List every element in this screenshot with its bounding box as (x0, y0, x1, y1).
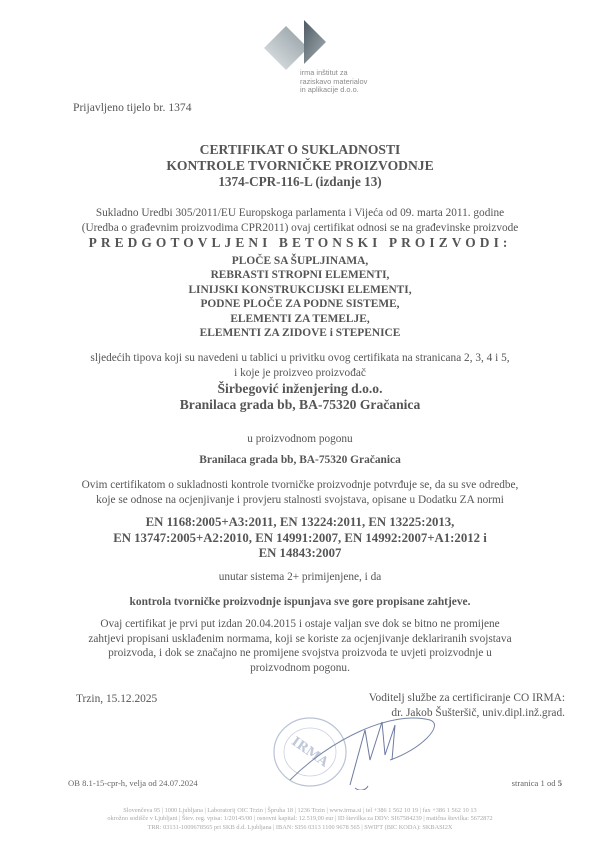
signatory-role: Voditelj službe za certificiranje CO IRMA: (368, 692, 565, 704)
svg-text:IRMA: IRMA (288, 734, 331, 771)
footer-line: TRR: 03131-1009678565 pri SKB d.d. Ljubljana | IBAN: SI56 0313 1100 9678 565 | SWIFT (BIC KODA): SKBASI2X (147, 823, 453, 831)
confirmation-line: koje se odnose na ocjenjivanje i provjeru stalnosti svojstava, opisane u Dodatku ZA normi (96, 493, 504, 506)
manufacturer-address: Branilaca grada bb, BA-75320 Gračanica (179, 396, 421, 412)
validity-line: zahtjevi propisani usklađenim normama, koji se koriste za ocjenjivanje deklariranih svojstava (88, 632, 512, 645)
product-item: PLOČE SA ŠUPLJINAMA, (231, 255, 369, 267)
page-of: od (546, 778, 556, 788)
types-line: i koje je proizveo proizvođač (234, 366, 366, 379)
confirmation-line: Ovim certifikatom o sukladnosti kontrole tvorničke proizvodnje potvrđuje se, da su sve odredbe, (81, 479, 519, 491)
standards-line: EN 1168:2005+A3:2011, EN 13224:2011, EN 13225:2013, (145, 515, 455, 529)
plant-label: u proizvodnom pogonu (247, 433, 353, 445)
manufacturer-name: Širbegović inženjering d.o.o. (217, 381, 383, 396)
product-item: ELEMENTI ZA ZIDOVE i STEPENICE (199, 327, 401, 340)
notified-body-number: Prijavljeno tijelo br. 1374 (73, 101, 192, 114)
product-item: PODNE PLOČE ZA PODNE SISTEME, (200, 298, 400, 311)
validity-line: proizvoda, i dok se značajno ne promijene svojstva proizvoda te uvjeti proizvodnje u (108, 647, 492, 660)
validity-paragraph (0, 617, 600, 675)
standards-line: EN 14843:2007 (258, 546, 342, 561)
standards-list (0, 515, 600, 562)
intro-line: Sukladno Uredbi 305/2011/EU Europskoga parlamenta i Vijeća od 09. marta 2011. godine (95, 207, 505, 219)
page-number (480, 778, 562, 788)
page-label: stranica (511, 778, 539, 788)
form-reference: OB 8.1-15-cpr-h, velja od 24.07.2024 (68, 778, 198, 788)
certificate-number: 1374-CPR-116-L (izdanje 13) (218, 174, 382, 189)
plant-address: Branilaca grada bb, BA-75320 Gračanica (199, 454, 401, 466)
certificate-subtitle: KONTROLE TVORNIČKE PROIZVODNJE (166, 158, 434, 173)
product-group-heading: PREDGOTOVLJENI BETONSKI PROIZVODI: (88, 235, 512, 250)
product-item: ELEMENTI ZA TEMELJE, (230, 312, 370, 325)
footer-line: Slovenčeva 95 | 1000 Ljubljana | Laboratorij OIC Trzin | Špruha 18 | 1236 Trzin | www.irma.si | tel +386 1 562 10 19 | fax +386 1 562 10 13 (123, 807, 477, 814)
signatory-name: dr. Jakob Šušteršič, univ.dipl.inž.grad. (391, 706, 565, 719)
intro-line: (Uredba o građevnim proizvodima CPR2011) ovaj certifikat odnosi se na građevinske proizvode (81, 221, 519, 234)
place-and-date: Trzin, 15.12.2025 (76, 693, 158, 705)
logo-text (300, 69, 367, 95)
page-total: 5 (557, 778, 562, 788)
types-line: sljedećih tipova koji su navedeni u tablici u privitku ovog certifikata na stranicana 2, 3, 4 i 5, (90, 352, 510, 364)
fpc-statement: kontrola tvorničke proizvodnje ispunjava sve gore propisane zahtjeve. (129, 596, 471, 608)
validity-line: proizvodnom pogonu. (250, 661, 350, 674)
logo-line: irma inštitut za (300, 68, 348, 77)
product-item: LINIJSKI KONSTRUKCIJSKI ELEMENTI, (188, 283, 412, 296)
system-text: unutar sistema 2+ primijenjene, i da (218, 571, 382, 583)
page-current: 1 (540, 778, 545, 788)
manufacturer-block (0, 381, 600, 412)
certificate-title: CERTIFIKAT O SUKLADNOSTI (199, 142, 401, 157)
handwritten-signature-icon (270, 700, 440, 790)
standards-line: EN 13747:2005+A2:2010, EN 14991:2007, EN 14992:2007+A1:2012 i (113, 530, 487, 545)
product-list (0, 254, 600, 340)
types-paragraph (0, 351, 600, 380)
intro-paragraph (0, 206, 600, 235)
logo-line: raziskavo materialov (300, 76, 368, 86)
confirmation-paragraph (0, 478, 600, 507)
logo-line: in aplikacije d.o.o. (300, 85, 359, 95)
footer-line: okrožno sodišče v Ljubljani | Štev. reg. vpisa: 1/20145/00 | osnovni kapital: 12.519,00 eur | ID številka za DDV: SI67584239 | matična številka: 5672872 (107, 815, 493, 823)
product-item: REBRASTI STROPNI ELEMENTI, (210, 269, 390, 282)
validity-line: Ovaj certifikat je prvi put izdan 20.04.2015 i ostaje valjan sve dok se bitno ne promijene (100, 618, 500, 630)
company-footer (0, 807, 600, 832)
